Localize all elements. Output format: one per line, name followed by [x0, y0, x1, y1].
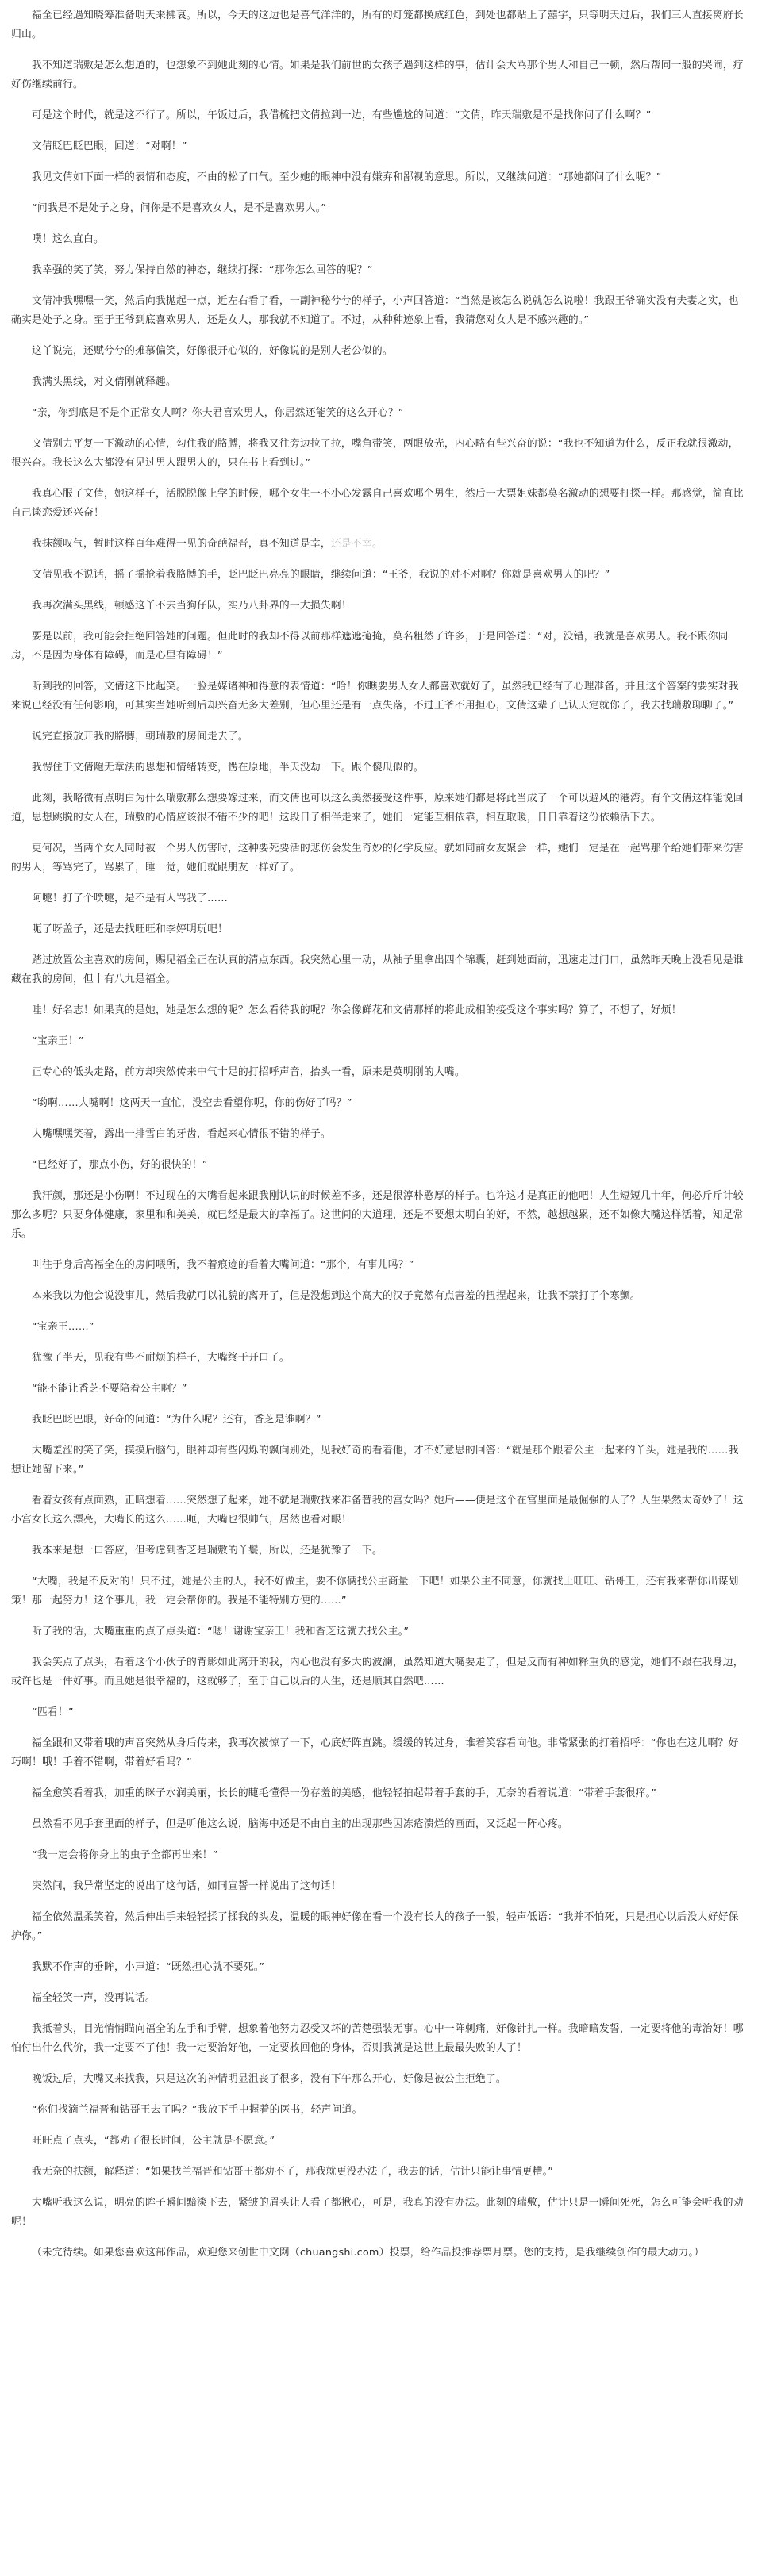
story-paragraph: 看着女孩有点面熟，正暗想着……突然想了起来，她不就是瑞敷找来准备替我的宫女吗？她后——便是这个在宫里面是最倔强的人了？人生果然太奇妙了！这小宫女长这么漂亮，大嘴长的这么……呃，大嘴也很帅气，居然也看对眼！: [11, 1495, 744, 1526]
story-paragraph: “匹看！”: [32, 1706, 74, 1718]
faded-text: 还是不幸。: [330, 538, 383, 550]
story-paragraph: 这丫说完，还赋兮兮的摊慕偏笑，好像很开心似的，好像说的是别人老公似的。: [32, 345, 393, 357]
story-paragraph: 犹豫了半天，见我有些不耐烦的样子，大嘴终于开口了。: [32, 1352, 290, 1364]
story-paragraph: 福全轻笑一声，没再说话。: [32, 1992, 156, 2004]
story-paragraph: 我幸强的笑了笑，努力保持自然的神态，继续打探：“那你怎么回答的呢？”: [32, 264, 373, 276]
story-paragraph: 我默不作声的垂眸，小声道：“既然担心就不要死。”: [32, 1961, 265, 1973]
story-paragraph: 我满头黑线，对文倩刚就释趣。: [32, 376, 176, 388]
story-paragraph: 正专心的低头走路，前方却突然传来中气十足的打招呼声音，抬头一看，原来是英明刚的大嘴。: [32, 1066, 465, 1078]
story-paragraph: 文倩别力平复一下激动的心情，勾住我的胳膊，将我又往旁边拉了拉，嘴角带笑，两眼放光，内心略有些兴奋的说：“我也不知道为什么，反正我就很激动，很兴奋。我长这么大都没有见过男人跟男人的，只在书上看到过。”: [11, 438, 739, 469]
story-paragraph: 噗！这么直白。: [32, 233, 104, 245]
story-paragraph: 旺旺点了点头，“都劝了很长时间，公主就是不愿意。”: [32, 2135, 275, 2147]
story-paragraph: 我抹额叹气，暂时这样百年难得一见的奇葩福晋，真不知道是幸，还是不幸。: [32, 538, 383, 550]
story-paragraph: 虽然看不见手套里面的样子，但是听他这么说，脑海中还是不由自主的出现那些因冻疮溃烂的画面，又泛起一阵心疼。: [32, 1818, 568, 1830]
story-paragraph: （未完待续。如果您喜欢这部作品，欢迎您来创世中文网（chuangshi.com）投票，给作品投推荐票月票。您的支持，是我继续创作的最大动力。）: [32, 2247, 705, 2259]
story-paragraph: 我无奈的扶额，解释道：“如果找兰福晋和钻哥王都劝不了，那我就更没办法了，我去的话，估计只能让事情更糟。”: [32, 2166, 554, 2178]
story-paragraph: “你们找滴兰福晋和钻哥王去了吗？”我放下手中握着的医书，轻声问道。: [32, 2104, 363, 2116]
story-paragraph: 踏过放置公主喜欢的房间，赐见福全正在认真的清点东西。我突然心里一动，从袖子里拿出四个锦囊，赶到她面前，迅速走过门口，虽然昨天晚上没看见是谁藏在我的房间，但十有八九是福全。: [11, 954, 744, 985]
story-paragraph: 我汗颜，那还是小伤啊！不过现在的大嘴看起来跟我刚认识的时候差不多，还是很淳朴憨厚的样子。也许这才是真正的他吧！人生短短几十年，何必斤斤计较那么多呢？只要身体健康，家里和和美美，就已经是最大的幸福了。这世间的大道理，还是不要想太明白的好，不然，越想越累，还不如像大嘴这样活着，知足常乐。: [11, 1190, 744, 1240]
story-paragraph: 大嘴听我这么说，明亮的眸子瞬间黯淡下去，紧皱的眉头让人看了都揪心，可是，我真的没有办法。此刻的瑞敷，估计只是一瞬间死死，怎么可能会听我的劝呢！: [11, 2197, 744, 2228]
story-paragraph: “已经好了，那点小伤，好的很快的！”: [32, 1159, 208, 1171]
story-paragraph: 呃了呀盖子，还是去找旺旺和李婷明玩吧！: [32, 923, 228, 935]
story-paragraph: 突然间，我异常坚定的说出了这句话，如同宣誓一样说出了这句话！: [32, 1880, 341, 1892]
story-paragraph: 文倩眨巴眨巴眼，回道：“对啊！”: [32, 140, 187, 152]
story-paragraph: 此刻，我略微有点明白为什么瑞敷那么想要嫁过来，而文倩也可以这么美然接受这件事，原来她们都是将此当成了一个可以避风的港湾。有个文倩这样能说回道，思想跳脱的女人在，瑞敷的心情应该很不错不少的吧！这段日子相伴走来了，她们一定能互相依靠，相互取暖，日日靠着这份依赖活下去。: [11, 793, 744, 823]
story-paragraph: “我一定会将你身上的虫子全都再出来！”: [32, 1849, 218, 1861]
story-paragraph: 阿嚏！打了个喷嚏，是不是有人骂我了……: [32, 893, 228, 904]
story-paragraph: 大嘴嘿嘿笑着，露出一排雪白的牙齿，看起来心情很不错的样子。: [32, 1128, 331, 1140]
story-paragraph: 我愣住于文倩龅无章法的思想和情绪转变，愣在原地，半天没劫一下。跟个傻瓜似的。: [32, 762, 424, 774]
story-paragraph: 我本来是想一口答应，但考虑到香芝是瑞敷的丫鬟，所以，还是犹豫了一下。: [32, 1545, 383, 1557]
story-paragraph: 可是这个时代，就是这不行了。所以，午饭过后，我借梳把文倩拉到一边，有些尴尬的问道：“文倩，昨天瑞敷是不是找你问了什么啊？”: [32, 109, 652, 121]
story-paragraph: 要是以前，我可能会拒绝回答她的问题。但此时的我却不得以前那样遮遮掩掩，莫名粗然了许多，于是回答道：“对，没错，我就是喜欢男人。我不跟你同房，不是因为身体有障碍，而是心里有障碍！”: [11, 631, 729, 662]
story-paragraph: 晚饭过后，大嘴又来找我，只是这次的神情明显沮丧了很多，没有下午那么开心，好像是被公主拒绝了。: [32, 2073, 506, 2085]
story-paragraph: “能不能让香芝不要陪着公主啊？”: [32, 1383, 187, 1395]
story-paragraph: 叫往于身后高福全在的房间喂所，我不着痕迹的看着大嘴问道：“那个，有事儿吗？”: [32, 1259, 414, 1271]
story-paragraph: 福全已经遇知晓筹准备明天来拂衰。所以，今天的这边也是喜气洋洋的，所有的灯笼都换成红色，到处也都贴上了囍字，只等明天过后，我们三人直接离府长归山。: [11, 10, 744, 40]
story-paragraph: 说完直接放开我的胳膊，朝瑞敷的房间走去了。: [32, 731, 248, 743]
story-paragraph: “哟啊……大嘴啊！这两天一直忙，没空去看望你呢，你的伤好了吗？”: [32, 1097, 352, 1109]
story-paragraph: 更何况，当两个女人同时被一个男人伤害时，这种要死要活的悲伤会发生奇妙的化学反应。就如同前女友聚会一样，她们一定是在一起骂那个给她们带来伤害的男人，等骂完了，骂累了，睡一觉，她们就跟朋友一样好了。: [11, 843, 744, 873]
story-paragraph: 哇！好名志！如果真的是她，她是怎么想的呢？怎么看待我的呢？你会像鲜花和文倩那样的将此成相的接受这个事实吗？算了，不想了，好烦！: [32, 1004, 682, 1016]
story-paragraph: “宝亲王……”: [32, 1321, 94, 1333]
story-paragraph: 福全愈笑看着我，加重的眯子水润美丽，长长的睫毛懂得一份存羞的美感，他轻轻拍起带着手套的手，无奈的看着说道：“带着手套很痒。”: [32, 1787, 657, 1799]
story-paragraph: “宝亲王！”: [32, 1035, 84, 1047]
story-paragraph: 我抵着头，目光悄悄瞄向福全的左手和手臂，想象着他努力忍受又坏的苦楚强装无事。心中一阵刺痛，好像针扎一样。我暗暗发誓，一定要将他的毒治好！哪怕付出什么代价，我一定要不了他！我一定要治好他，一定要救回他的身体，否则我就是这世上最最失败的人了！: [11, 2023, 744, 2054]
story-paragraph: 我再次满头黑线，顿感这丫不去当狗仔队，实乃八卦界的一大损失啊！: [32, 600, 352, 612]
story-paragraph: 本来我以为他会说没事儿，然后我就可以礼貌的离开了，但是没想到这个高大的汉子竟然有点害羞的扭捏起来，让我不禁打了个寒颤。: [32, 1290, 641, 1302]
story-paragraph: 我不知道瑞敷是怎么想道的，也想象不到她此刻的心情。如果是我们前世的女孩子遇到这样的事，估计会大骂那个男人和自己一顿，然后帮同一般的哭闹，疗好伤继续前行。: [11, 60, 744, 90]
story-paragraph: “问我是不是处子之身，问你是不是喜欢女人，是不是喜欢男人。”: [32, 202, 327, 214]
story-paragraph: 福全跟和又带着哦的声音突然从身后传来，我再次被惊了一下，心底好阵直跳。缓缓的转过身，堆着笑容看向他。非常紧张的打着招呼：“你也在这儿啊？好巧啊！哦！手着不错啊，带着好看吗？”: [11, 1737, 739, 1768]
story-paragraph: 我见文倩如下面一样的表情和态度，不由的松了口气。至少她的眼神中没有嫌弃和鄙视的意思。所以，又继续问道：“那她都问了什么呢？”: [32, 171, 662, 183]
story-paragraph: 福全依然温柔笑着，然后伸出手来轻轻揉了揉我的头发，温暖的眼神好像在看一个没有长大的孩子一般，轻声低语：“我并不怕死，只是担心以后没人好好保护你。”: [11, 1911, 739, 1942]
story-paragraph: 我真心服了文倩，她这样子，活脱脱像上学的时候，哪个女生一不小心发露自己喜欢哪个男生，然后一大票姐妹都莫名激动的想要打探一样。那感觉，简直比自己谈恋爱还兴奋！: [11, 488, 744, 519]
story-paragraph: 大嘴羞涩的笑了笑，摸摸后脑勺，眼神却有些闪烁的飘向别处，见我好奇的看着他，才不好意思的回答：“就是那个跟着公主一起来的丫头，她是我的……我想让她留下来。”: [11, 1445, 739, 1476]
story-paragraph: “大嘴，我是不反对的！只不过，她是公主的人，我不好做主，要不你俩找公主商量一下吧！如果公主不同意，你就找上旺旺、钻哥王，还有我来帮你出谋划策！那一起努力！这个事儿，我一定会帮你的。我是不能特别方便的……”: [11, 1576, 739, 1607]
story-paragraph: 听了我的话，大嘴重重的点了点头道：“嗯！谢谢宝亲王！我和香芝这就去找公主。”: [32, 1626, 410, 1637]
story-paragraph: 听到我的回答，文倩这下比起笑。一脸是媒诸神和得意的表情道：“哈！你瞧要男人女人都喜欢就好了，虽然我已经有了心理准备，并且这个答案的要实对我来说已经没有任何影响，可其实当她听到后却兴奋无多大差别，但心里还是有一点失落，不过王爷不用担心，文倩这辈子已认天定就你了，我去找瑞敷聊聊了。”: [11, 681, 739, 712]
story-paragraph: 文倩见我不说话，摇了摇抢着我胳膊的手，眨巴眨巴亮亮的眼睛，继续问道：“王爷，我说的对不对啊？你就是喜欢男人的吧？”: [32, 569, 610, 581]
story-paragraph: 我眨巴眨巴眼，好奇的问道：“为什么呢？还有，香芝是谁啊？”: [32, 1414, 321, 1426]
story-paragraph: 文倩冲我嘿嘿一笑，然后向我抛起一点，近左右看了看，一副神秘兮兮的样子，小声回答道：“当然是该怎么说就怎么说啦！我跟王爷确实没有夫妻之实，也确实是处子之身。至于王爷到底喜欢男人，还是女人，那我就不知道了。不过，从种种迹象上看，我猜您对女人是不感兴趣的。”: [11, 295, 739, 326]
story-paragraph: “亲，你到底是不是个正常女人啊？你夫君喜欢男人，你居然还能笑的这么开心？”: [32, 407, 404, 419]
story-paragraph: 我会笑点了点头，看着这个小伙子的背影如此离开的我，内心也没有多大的波澜，虽然知道大嘴要走了，但是反而有种如释重负的感觉，她们不跟在我身边，或许也是一件好事。而且她是很幸福的，这就够了，至于自己以后的人生，还是顺其自然吧……: [11, 1657, 744, 1687]
